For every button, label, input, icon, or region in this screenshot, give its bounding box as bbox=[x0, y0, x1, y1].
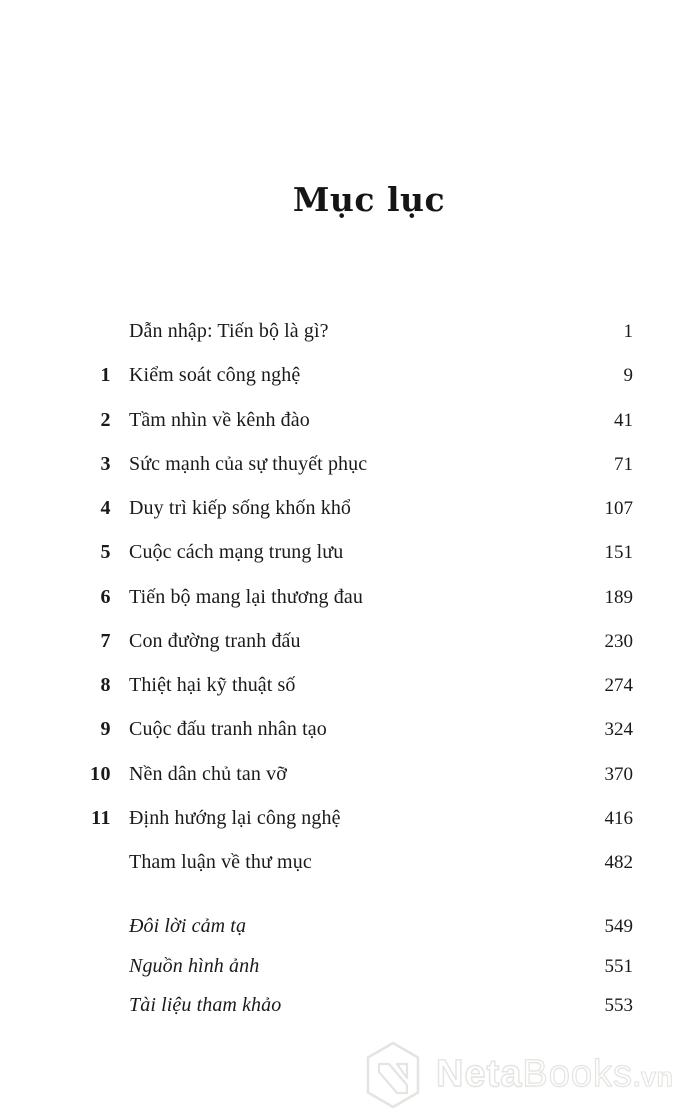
back-matter-title: Nguồn hình ảnh bbox=[129, 954, 260, 977]
chapter-page-number: 151 bbox=[604, 542, 633, 564]
toc-row bbox=[66, 365, 633, 409]
wordmark-neta: Neta bbox=[436, 1052, 523, 1095]
toc-row bbox=[66, 321, 633, 365]
toc-row bbox=[66, 675, 633, 719]
netabooks-logo-icon bbox=[362, 1040, 424, 1110]
wordmark-tld: .vn bbox=[633, 1061, 674, 1092]
chapter-number: 7 bbox=[100, 629, 111, 652]
back-matter-page-number: 553 bbox=[604, 995, 633, 1017]
chapter-page-number: 324 bbox=[604, 719, 633, 741]
chapter-page-number: 41 bbox=[614, 409, 633, 431]
toc-list bbox=[66, 321, 633, 896]
toc-row bbox=[66, 764, 633, 808]
chapter-number: 1 bbox=[100, 364, 111, 387]
chapter-number: 2 bbox=[100, 408, 111, 431]
chapter-title: Cuộc đấu tranh nhân tạo bbox=[129, 718, 327, 741]
chapter-page-number: 416 bbox=[604, 807, 633, 829]
chapter-title: Định hướng lại công nghệ bbox=[129, 806, 341, 829]
chapter-title: Con đường tranh đấu bbox=[129, 629, 301, 652]
netabooks-wordmark bbox=[436, 1052, 674, 1096]
chapter-number: 6 bbox=[100, 585, 111, 608]
chapter-title: Tầm nhìn về kênh đào bbox=[129, 408, 310, 431]
chapter-title: Kiểm soát công nghệ bbox=[129, 364, 301, 387]
toc-row bbox=[66, 587, 633, 631]
chapter-number: 10 bbox=[90, 762, 111, 785]
chapter-page-number: 189 bbox=[604, 586, 633, 608]
back-matter-title: Đôi lời cảm tạ bbox=[129, 915, 247, 937]
chapter-number: 5 bbox=[100, 541, 111, 564]
chapter-page-number: 71 bbox=[614, 453, 633, 475]
chapter-page-number: 370 bbox=[604, 763, 633, 785]
toc-row bbox=[66, 852, 633, 896]
back-matter-page-number: 551 bbox=[604, 955, 633, 977]
back-matter-row bbox=[66, 956, 633, 996]
back-matter-row bbox=[66, 995, 633, 1035]
page-title: Mục lục bbox=[292, 180, 446, 220]
toc-row bbox=[66, 498, 633, 542]
toc-row bbox=[66, 454, 633, 498]
back-matter-page-number: 549 bbox=[604, 916, 633, 937]
chapter-page-number: 107 bbox=[604, 498, 633, 519]
toc-row bbox=[66, 808, 633, 852]
back-matter-row bbox=[66, 916, 633, 956]
chapter-number: 8 bbox=[100, 674, 111, 696]
netabooks-watermark bbox=[362, 1040, 674, 1110]
chapter-page-number: 9 bbox=[623, 365, 633, 387]
chapter-title: Sức mạnh của sự thuyết phục bbox=[129, 452, 368, 475]
chapter-title: Tham luận về thư mục bbox=[129, 851, 312, 873]
chapter-title: Tiến bộ mang lại thương đau bbox=[129, 585, 363, 608]
toc-row bbox=[66, 719, 633, 763]
chapter-page-number: 1 bbox=[623, 321, 633, 342]
chapter-number: 11 bbox=[91, 806, 111, 829]
chapter-page-number: 482 bbox=[604, 852, 633, 873]
chapter-number: 9 bbox=[100, 718, 111, 741]
toc-row bbox=[66, 542, 633, 586]
wordmark-books: Books bbox=[522, 1052, 633, 1095]
chapter-number: 3 bbox=[100, 452, 111, 475]
chapter-number: 4 bbox=[100, 497, 111, 519]
chapter-page-number: 274 bbox=[604, 675, 633, 696]
back-matter-title: Tài liệu tham khảo bbox=[129, 994, 282, 1017]
toc-row bbox=[66, 410, 633, 454]
chapter-title: Cuộc cách mạng trung lưu bbox=[129, 541, 344, 564]
chapter-title: Duy trì kiếp sống khốn khổ bbox=[129, 497, 352, 519]
chapter-title: Nền dân chủ tan vỡ bbox=[129, 762, 287, 785]
chapter-page-number: 230 bbox=[604, 630, 633, 652]
chapter-title: Dẫn nhập: Tiến bộ là gì? bbox=[129, 320, 329, 342]
chapter-title: Thiệt hại kỹ thuật số bbox=[129, 674, 296, 696]
back-matter-list bbox=[66, 916, 633, 1035]
toc-row bbox=[66, 631, 633, 675]
